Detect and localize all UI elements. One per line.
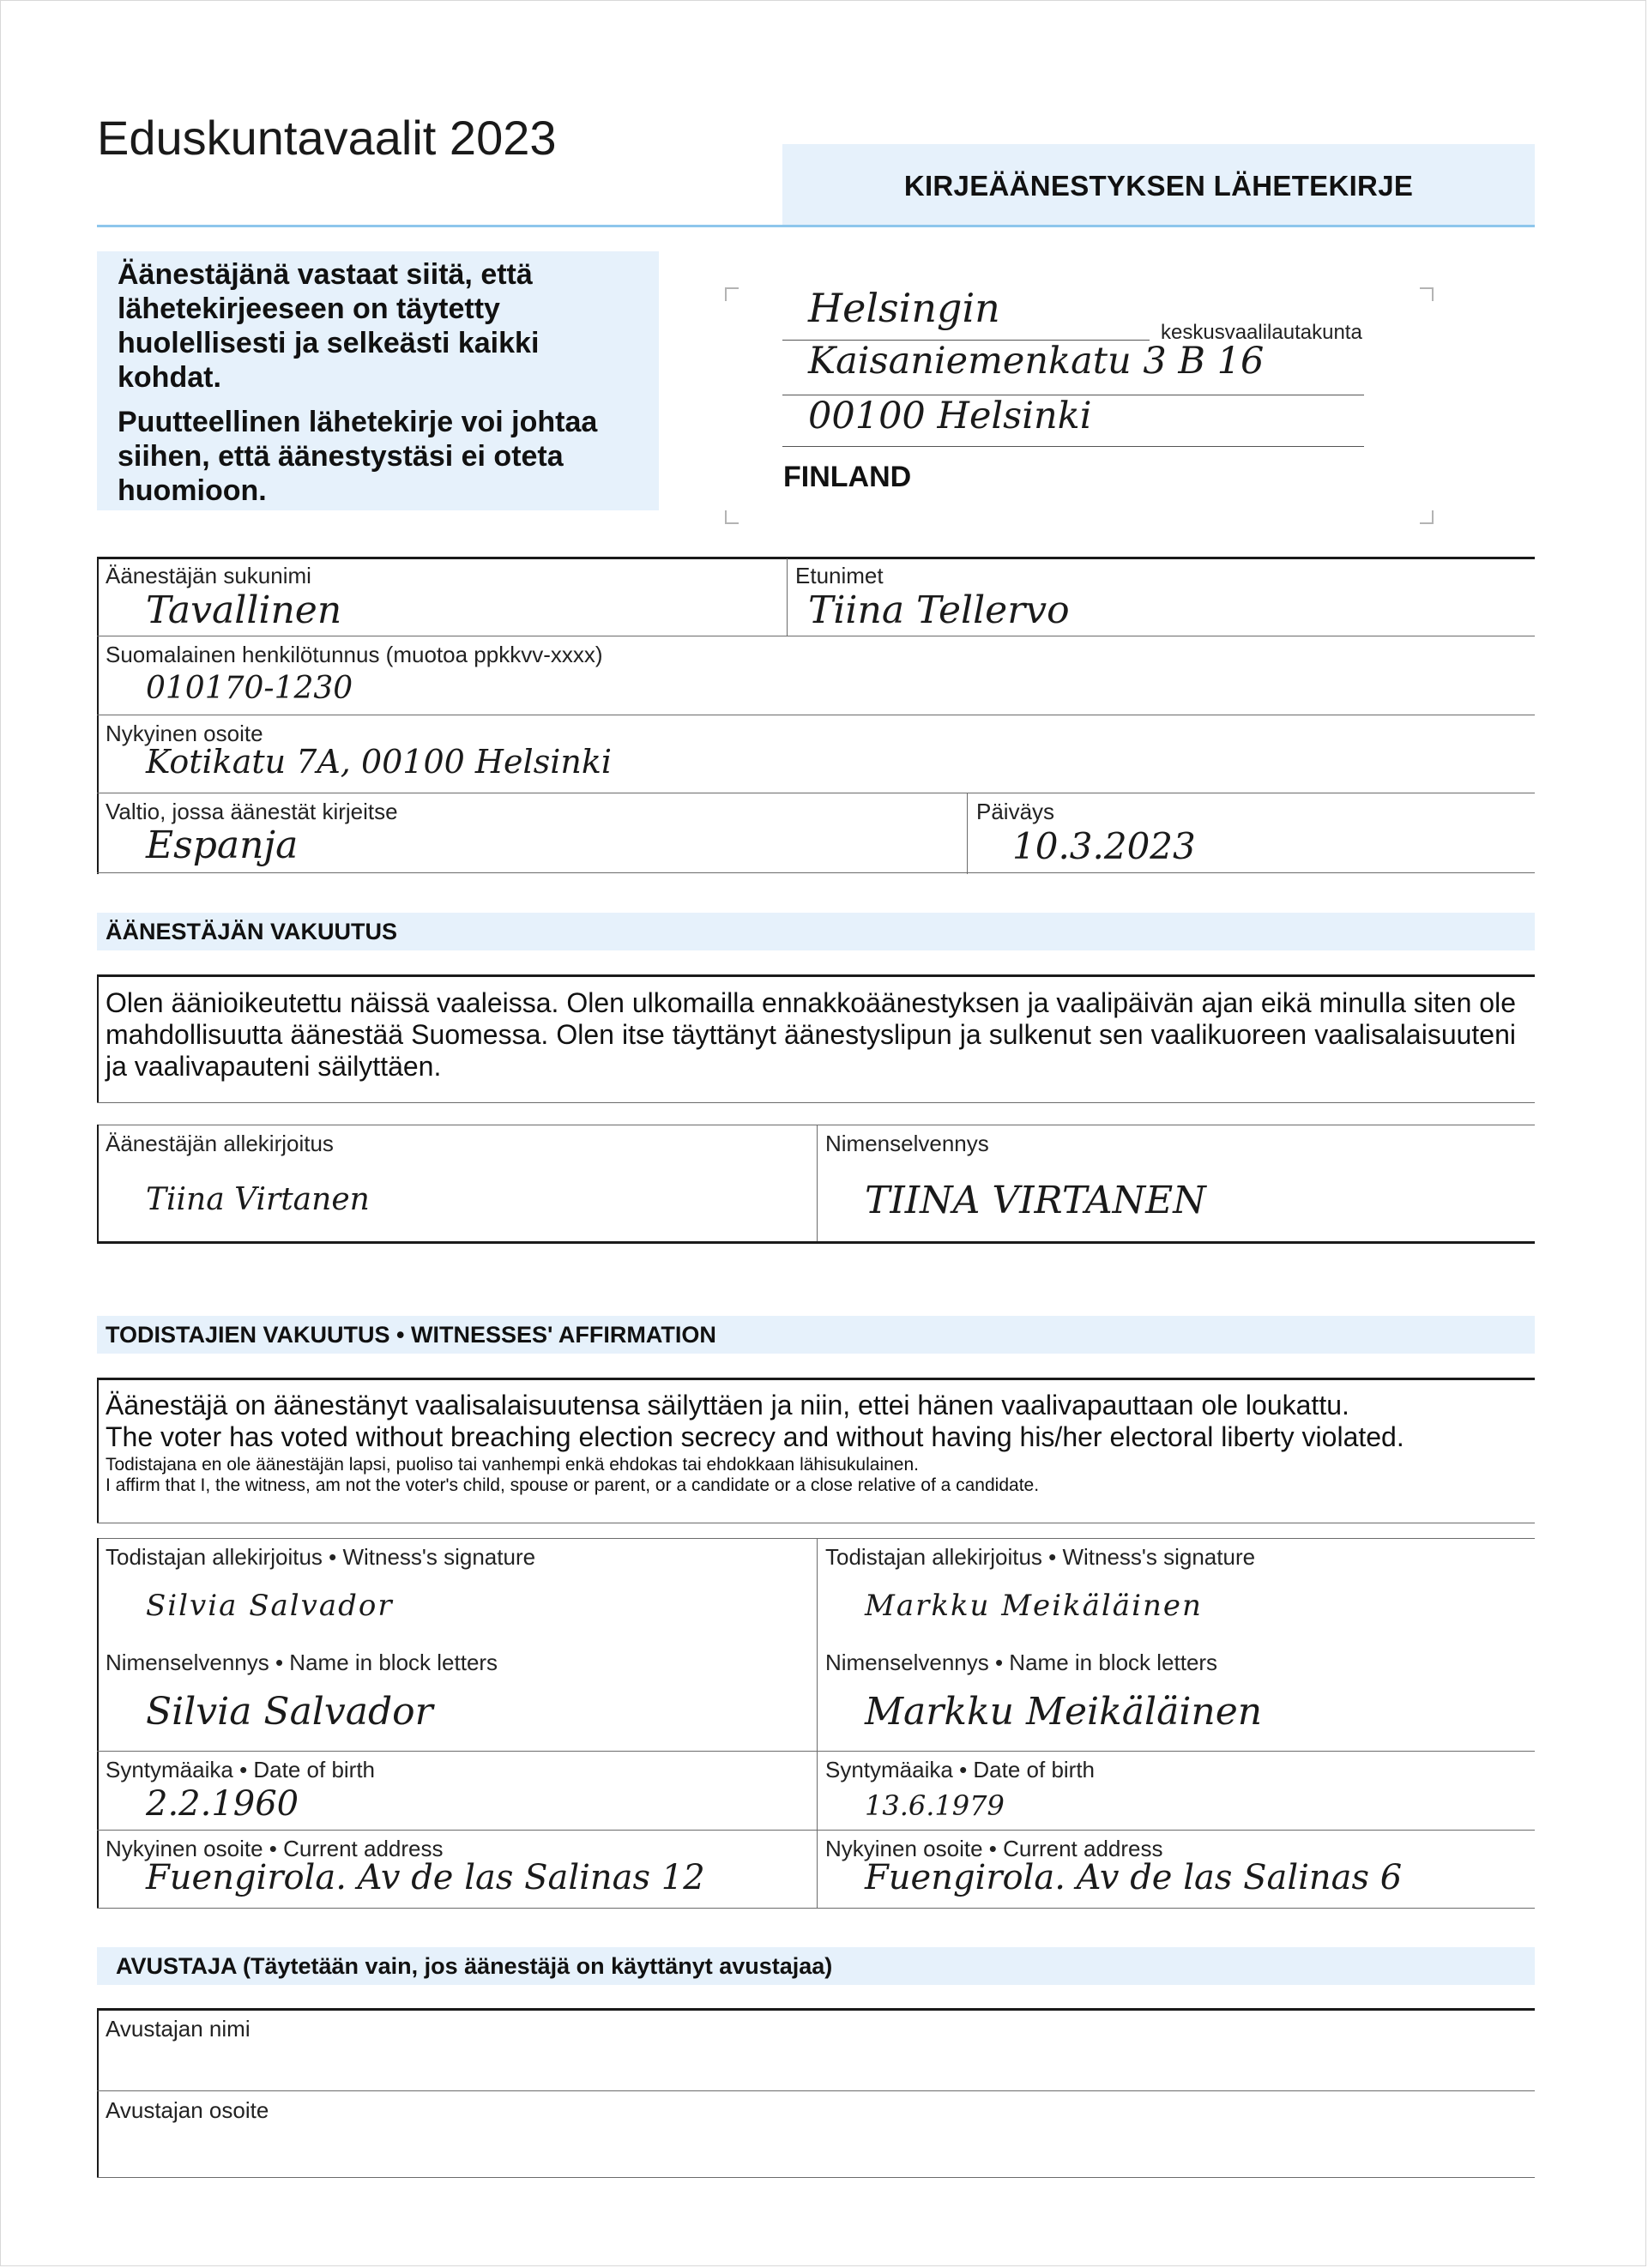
- witness1-name-label: Nimenselvennys • Name in block letters: [106, 1650, 498, 1675]
- pin-label: Suomalainen henkilötunnus (muotoa ppkkvv-xxxx): [106, 642, 603, 667]
- witness-table-top: [97, 1538, 1535, 1539]
- assistant-address-label: Avustajan osoite: [106, 2097, 269, 2123]
- witness-statement: [106, 1390, 1530, 1496]
- witness-table-bottom: [97, 1908, 1535, 1909]
- signature-table-divider: [817, 1125, 818, 1243]
- recipient-postal: 00100 Helsinki: [808, 395, 1092, 437]
- assistant-table-left: [97, 2008, 99, 2178]
- voter-name-label: Nimenselvennys: [825, 1131, 989, 1156]
- surname-label: Äänestäjän sukunimi: [106, 563, 311, 588]
- voter-divider-1: [787, 558, 788, 636]
- witness2-dob[interactable]: 13.6.1979: [865, 1789, 1005, 1822]
- window-corner-top-left: [725, 287, 739, 301]
- assistant-heading: AVUSTAJA (Täytetään vain, jos äänestäjä on käyttänyt avustajaa): [97, 1947, 1535, 1985]
- witness-statement-fi: Äänestäjä on äänestänyt vaalisalaisuutensa säilyttäen ja niin, ettei hänen vaalivapauttaan ole loukattu.: [106, 1390, 1349, 1421]
- assistant-table-bottom: [97, 2177, 1535, 2178]
- assistant-name-label: Avustajan nimi: [106, 2016, 251, 2042]
- witness2-signature-label: Todistajan allekirjoitus • Witness's signature: [825, 1544, 1256, 1570]
- witness2-address-label: Nykyinen osoite • Current address: [825, 1836, 1163, 1861]
- recipient-street: Kaisaniemenkatu 3 B 16: [808, 340, 1265, 383]
- voter-table-top: [97, 557, 1535, 559]
- witnesses-heading: TODISTAJIEN VAKUUTUS • WITNESSES' AFFIRMATION: [97, 1316, 1535, 1354]
- voter-name-block[interactable]: TIINA VIRTANEN: [865, 1179, 1206, 1222]
- voter-table-bottom: [97, 872, 1535, 873]
- assistant-table-top: [97, 2008, 1535, 2011]
- witness2-address[interactable]: Fuengirola. Av de las Salinas 6: [865, 1858, 1403, 1897]
- witness1-signature[interactable]: Silvia Salvador: [146, 1589, 394, 1623]
- address-label: Nykyinen osoite: [106, 721, 263, 746]
- declaration-box-bottom: [97, 1102, 1535, 1103]
- date-label: Päiväys: [976, 799, 1055, 824]
- witness2-signature[interactable]: Markku Meikäläinen: [865, 1589, 1203, 1623]
- country-label: Valtio, jossa äänestät kirjeitse: [106, 799, 398, 824]
- firstnames-value[interactable]: Tiina Tellervo: [808, 588, 1070, 632]
- header-divider: [97, 225, 1535, 227]
- witness-note-fi: Todistajana en ole äänestäjän lapsi, puoliso tai vanhempi enkä ehdokas tai ehdokkaan lähisukulainen.: [106, 1455, 919, 1475]
- declaration-text: Olen äänioikeutettu näissä vaaleissa. Olen ulkomailla ennakkoäänestyksen ja vaalipäivän ajan eikä minulla siten ole mahdollisuutta äänestää Suomessa. Olen itse täyttänyt äänestyslipun ja sulkenut sen vaalikuoreen vaalisalaisuuteni ja vaalivapauteni säilyttäen.: [106, 987, 1516, 1082]
- witness1-dob[interactable]: 2.2.1960: [146, 1784, 299, 1824]
- recipient-country: FINLAND: [783, 461, 912, 493]
- recipient-city: Helsingin: [808, 285, 1000, 331]
- voter-signature-label: Äänestäjän allekirjoitus: [106, 1131, 334, 1156]
- assistant-address-field[interactable]: [106, 2127, 1521, 2170]
- voter-signature[interactable]: Tiina Virtanen: [146, 1182, 370, 1217]
- witness-statement-en: The voter has voted without breaching election secrecy and without having his/her electoral liberty violated.: [106, 1421, 1404, 1452]
- voter-table-left: [97, 557, 99, 874]
- notice-line-2: Puutteellinen lähetekirje voi johtaa siihen, että äänestystäsi ei oteta huomioon.: [118, 406, 598, 507]
- witness1-name[interactable]: Silvia Salvador: [146, 1690, 433, 1734]
- declaration-box-left: [97, 974, 99, 1103]
- witness1-address[interactable]: Fuengirola. Av de las Salinas 12: [146, 1858, 705, 1897]
- surname-value[interactable]: Tavallinen: [146, 588, 342, 632]
- address-value[interactable]: Kotikatu 7A, 00100 Helsinki: [146, 743, 613, 781]
- pin-value[interactable]: 010170-1230: [146, 671, 353, 706]
- form-name: KIRJEÄÄNESTYKSEN LÄHETEKIRJE: [903, 170, 1414, 202]
- date-value[interactable]: 10.3.2023: [1012, 825, 1196, 867]
- witness2-name[interactable]: Markku Meikäläinen: [865, 1690, 1263, 1734]
- country-value[interactable]: Espanja: [146, 823, 299, 867]
- witness2-dob-label: Syntymäaika • Date of birth: [825, 1757, 1096, 1782]
- page-title: Eduskuntavaalit 2023: [97, 111, 557, 165]
- declaration-heading: ÄÄNESTÄJÄN VAKUUTUS: [97, 913, 1535, 950]
- witness2-name-label: Nimenselvennys • Name in block letters: [825, 1650, 1218, 1675]
- witness-statement-top: [97, 1378, 1535, 1380]
- witness-row-line-2: [97, 1830, 1535, 1831]
- declaration-box-top: [97, 974, 1535, 977]
- recipient-line-3: [782, 446, 1364, 447]
- firstnames-label: Etunimet: [795, 563, 884, 588]
- assistant-name-field[interactable]: [106, 2046, 1521, 2084]
- witness1-dob-label: Syntymäaika • Date of birth: [106, 1757, 376, 1782]
- signature-table-left: [97, 1125, 99, 1243]
- signature-table-bottom: [97, 1241, 1535, 1244]
- witness-statement-left: [97, 1378, 99, 1523]
- window-corner-bottom-right: [1420, 510, 1434, 524]
- witness-row-line-1: [97, 1751, 1535, 1752]
- witness-table-divider: [817, 1538, 818, 1909]
- window-corner-bottom-left: [725, 510, 739, 524]
- voter-divider-2: [967, 793, 968, 874]
- witness1-signature-label: Todistajan allekirjoitus • Witness's signature: [106, 1544, 536, 1570]
- assistant-row-line: [97, 2090, 1535, 2091]
- witness1-address-label: Nykyinen osoite • Current address: [106, 1836, 444, 1861]
- notice-box: [97, 251, 659, 510]
- window-corner-top-right: [1420, 287, 1434, 301]
- recipient-authority: keskusvaalilautakunta: [1161, 321, 1362, 344]
- notice-line-1: Äänestäjänä vastaat siitä, että lähetekirjeeseen on täytetty huolellisesti ja selkeästi kaikki kohdat.: [118, 258, 540, 394]
- witness-table-left: [97, 1538, 99, 1909]
- witness-note-en: I affirm that I, the witness, am not the voter's child, spouse or parent, or a candidate or a close relative of a candidate.: [106, 1475, 1040, 1495]
